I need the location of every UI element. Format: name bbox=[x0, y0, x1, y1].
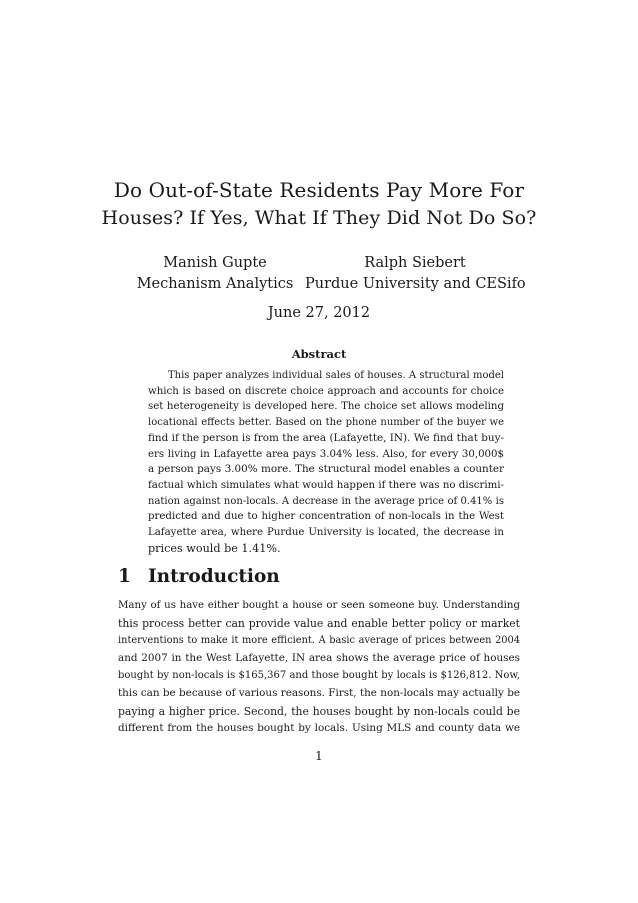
section-number: 1 bbox=[118, 566, 131, 587]
abstract-line: This paper analyzes individual sales of houses. A structural model bbox=[168, 370, 504, 381]
abstract-line: a person pays 3.00% more. The structural model enables a counter bbox=[148, 463, 504, 476]
body-line: this process better can provide value and enable better policy or market bbox=[118, 616, 520, 630]
paper-title bbox=[100, 176, 538, 232]
abstract-line: locational effects better. Based on the phone number of the buyer we bbox=[148, 417, 504, 429]
abstract-heading: Abstract bbox=[291, 347, 347, 361]
body-line: and 2007 in the West Lafayette, IN area shows the average price of houses bbox=[118, 651, 520, 664]
author-affiliation: Mechanism Analytics bbox=[136, 276, 294, 292]
abstract-line: prices would be 1.41%. bbox=[148, 541, 281, 555]
author-block bbox=[135, 253, 295, 295]
abstract-body bbox=[148, 368, 504, 556]
abstract-line: nation against non-locals. A decrease in the average price of 0.41% is bbox=[148, 495, 504, 507]
abstract-line: factual which simulates what would happen if there was no discrimi- bbox=[148, 479, 504, 491]
author-affiliation: Purdue University and CESifo bbox=[305, 276, 526, 292]
author-block bbox=[305, 253, 525, 295]
title-line: Do Out-of-State Residents Pay More For bbox=[113, 178, 525, 202]
abstract-line: set heterogeneity is developed here. The choice set allows modeling bbox=[148, 401, 504, 413]
body-line: bought by non-locals is $165,367 and those bought by locals is $126,812. Now, bbox=[118, 670, 520, 682]
section-body bbox=[118, 597, 520, 738]
body-line: paying a higher price. Second, the houses bought by non-locals could be bbox=[118, 704, 520, 718]
section-title: Introduction bbox=[148, 566, 280, 587]
abstract-line: which is based on discrete choice approach and accounts for choice bbox=[148, 385, 504, 397]
title-line: Houses? If Yes, What If They Did Not Do So? bbox=[101, 207, 537, 229]
abstract-line: find if the person is from the area (Lafayette, IN). We find that buy- bbox=[148, 431, 504, 444]
author-name: Manish Gupte bbox=[163, 255, 267, 271]
section-heading bbox=[118, 566, 280, 587]
abstract-line: Lafayette area, where Purdue University is located, the decrease in bbox=[148, 527, 504, 539]
abstract-line: ers living in Lafayette area pays 3.04% less. Also, for every 30,000$ bbox=[148, 448, 504, 460]
author-name: Ralph Siebert bbox=[364, 255, 466, 271]
paper-date: June 27, 2012 bbox=[267, 305, 371, 321]
body-line: interventions to make it more efficient. A basic average of prices between 2004 bbox=[118, 635, 520, 647]
body-line: this can be because of various reasons. First, the non-locals may actually be bbox=[118, 686, 520, 699]
body-line: different from the houses bought by locals. Using MLS and county data we bbox=[118, 722, 520, 735]
abstract-line: predicted and due to higher concentration of non-locals in the West bbox=[148, 511, 504, 523]
page-number: 1 bbox=[315, 749, 323, 763]
body-line: Many of us have either bought a house or seen someone buy. Understanding bbox=[118, 600, 520, 611]
